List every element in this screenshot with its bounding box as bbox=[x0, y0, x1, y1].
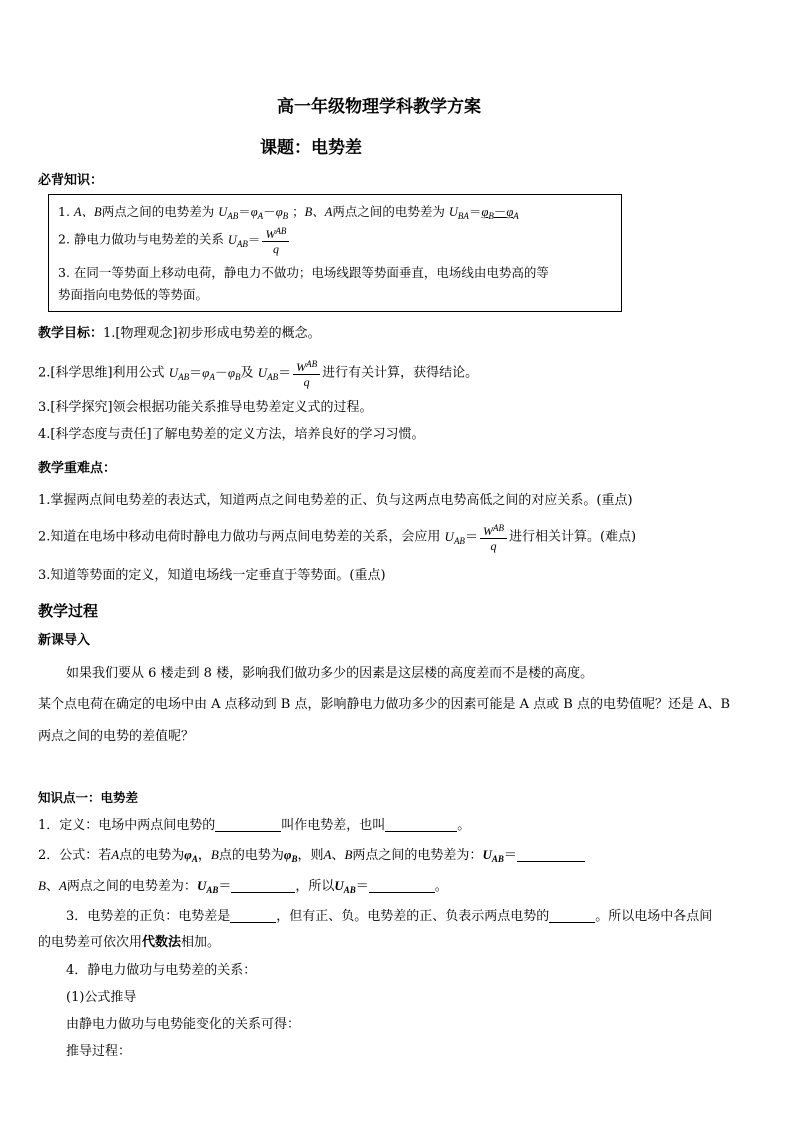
formula-e: ，则 bbox=[297, 848, 324, 863]
formula-uab-goal: $U_{AB}=\varphi_A-\varphi_B$ bbox=[168, 364, 241, 382]
goal-2-b: 及 bbox=[240, 365, 254, 381]
key-point-2-b: 进行相关计算。(难点) bbox=[508, 529, 637, 545]
formula-a: 2．公式：若 bbox=[38, 848, 112, 863]
point-b-label: B bbox=[210, 847, 219, 862]
formula-b: 点的电势为 bbox=[119, 848, 185, 863]
sign-c: 。所以电场中各点间 bbox=[595, 909, 713, 924]
definition-b: 叫作电势差，也叫 bbox=[281, 818, 386, 833]
definition-blank-2[interactable] bbox=[385, 817, 457, 832]
goals-heading: 教学目标： bbox=[38, 326, 104, 341]
must-know-heading: 必背知识： bbox=[38, 173, 104, 188]
lesson-topic: 课题：电势差 bbox=[260, 138, 362, 158]
sign-a: 3．电势差的正负：电势差是 bbox=[66, 909, 231, 924]
box-l1-ba: B、A bbox=[304, 205, 333, 219]
formula-uba: $U_{BA}=\varphi_B-\varphi_A$ bbox=[448, 204, 519, 221]
key-point-2-a: 2.知道在电场中移动电荷时静电力做功与两点间电势差的关系，会应用 bbox=[38, 529, 441, 545]
intro-paragraph-1: 如果我们要从 6 楼走到 8 楼，影响我们做功多少的因素是这层楼的高度差而不是楼的高度。 bbox=[66, 666, 594, 681]
box-l1-sep: ； bbox=[292, 204, 305, 219]
page-title: 高一年级物理学科教学方案 bbox=[277, 97, 481, 117]
formula-f: 两点之间的电势差为： bbox=[352, 848, 483, 863]
sign-line bbox=[66, 908, 712, 926]
formula-line-2: B、A两点之间的电势差为：$U_{AB}=$ ，所以$U_{AB}=$ 。 bbox=[38, 878, 448, 895]
goal-line-2 bbox=[38, 357, 478, 389]
intro-heading: 新课导入 bbox=[38, 633, 91, 648]
sign-blank-2[interactable] bbox=[549, 908, 595, 923]
definition-a: 1．定义：电场中两点间电势的 bbox=[38, 818, 216, 833]
process-heading: 教学过程 bbox=[38, 602, 99, 620]
box-line-2 bbox=[58, 224, 291, 256]
derivation-process: 推导过程： bbox=[66, 1044, 132, 1059]
goal-3: 3.[科学探究]领会根据功能关系推导电势差定义式的过程。 bbox=[38, 400, 373, 415]
goal-4: 4.[科学态度与责任]了解电势差的定义方法，培养良好的学习习惯。 bbox=[38, 427, 425, 442]
definition-line bbox=[38, 817, 470, 835]
box-l1-ab: A、B bbox=[73, 205, 102, 219]
goal-2-a: 2.[科学思维]利用公式 bbox=[38, 365, 165, 381]
formula-work-key: $U_{AB}=$ $\frac{W^{AB}}{q}$ bbox=[445, 530, 509, 545]
sign-line-2 bbox=[38, 934, 220, 952]
box-line-4: 势面指向电势低的等势面。 bbox=[58, 287, 209, 302]
box-line-1 bbox=[58, 203, 519, 225]
formula2-a: 两点之间的电势差为： bbox=[66, 879, 197, 894]
definition-end: 。 bbox=[457, 818, 471, 833]
definition-blank-1[interactable] bbox=[215, 817, 281, 832]
intro-paragraph-2a: 某个点电荷在确定的电场中由 A 点移动到 B 点，影响静电力做功多少的因素可能是 A 点或 B 点的电势值呢？还是 A、B bbox=[38, 697, 731, 712]
box-l1-text2: 两点之间的电势差为 bbox=[332, 204, 445, 219]
key-points-heading: 教学重难点： bbox=[38, 461, 117, 476]
formula-work-voltage: $U_{AB}=$ $\frac{W^{AB}}{q}$ bbox=[228, 232, 292, 247]
work-relation: 4．静电力做功与电势差的关系： bbox=[66, 963, 257, 978]
goal-2-c: 进行有关计算，获得结论。 bbox=[322, 365, 479, 381]
knowledge-1-heading: 知识点一：电势差 bbox=[38, 790, 139, 805]
derivation-intro: 由静电力做功与电势能变化的关系可得： bbox=[66, 1017, 301, 1032]
algebraic-method: 代数法 bbox=[142, 935, 182, 950]
key-point-1: 1.掌握两点间电势差的表达式，知道两点之间电势差的正、负与这两点电势高低之间的对应关系。(重点) bbox=[38, 493, 633, 508]
box-l2-text: 2. 静电力做功与电势差的关系 bbox=[58, 231, 224, 247]
point-a-label: A bbox=[111, 847, 120, 862]
box-l1-num: 1. bbox=[58, 204, 70, 219]
formula-blank-2[interactable] bbox=[231, 878, 295, 893]
box-l1-text: 两点之间的电势差为 bbox=[101, 204, 215, 219]
uab-symbol: $U_{AB}$ bbox=[482, 847, 504, 864]
formula-c: ， bbox=[197, 848, 211, 863]
box-line-3: 3. 在同一等势面上移动电荷，静电力不做功；电场线跟等势面垂直，电场线由电势高的等 bbox=[58, 265, 549, 280]
key-point-3: 3.知道等势面的定义，知道电场线一定垂直于等势面。(重点) bbox=[38, 568, 386, 583]
formula-line: 2．公式：若A点的电势为$\varphi_A$，B点的电势为$\varphi_B$，则A、B两点之间的电势差为：$U_{AB}=$ bbox=[38, 846, 585, 868]
goal-1: 1.[物理观念]初步形成电势差的概念。 bbox=[103, 326, 321, 341]
formula2-c: 。 bbox=[434, 879, 448, 894]
sign-b: ，但有正、负。电势差的正、负表示两点电势的 bbox=[276, 909, 550, 924]
goal-line-1 bbox=[38, 325, 321, 343]
sign-blank-1[interactable] bbox=[230, 908, 276, 923]
sign-f: 相加。 bbox=[181, 935, 221, 950]
formula-derivation: (1)公式推导 bbox=[66, 990, 137, 1005]
formula-work-goal: $U_{AB}=$ $\frac{W^{AB}}{q}$ bbox=[258, 366, 322, 381]
intro-paragraph-2b: 两点之间的电势的差值呢？ bbox=[38, 729, 195, 744]
formula-blank-1[interactable] bbox=[517, 847, 585, 862]
formula-blank-3[interactable] bbox=[369, 878, 435, 893]
formula-d: 点的电势为 bbox=[218, 848, 284, 863]
key-point-2 bbox=[38, 521, 636, 553]
sign-d: 的电势差可依次用 bbox=[38, 935, 143, 950]
formula2-b: ，所以 bbox=[295, 879, 335, 894]
formula-uab: $U_{AB}=\varphi_A-\varphi_B$ bbox=[218, 204, 289, 221]
